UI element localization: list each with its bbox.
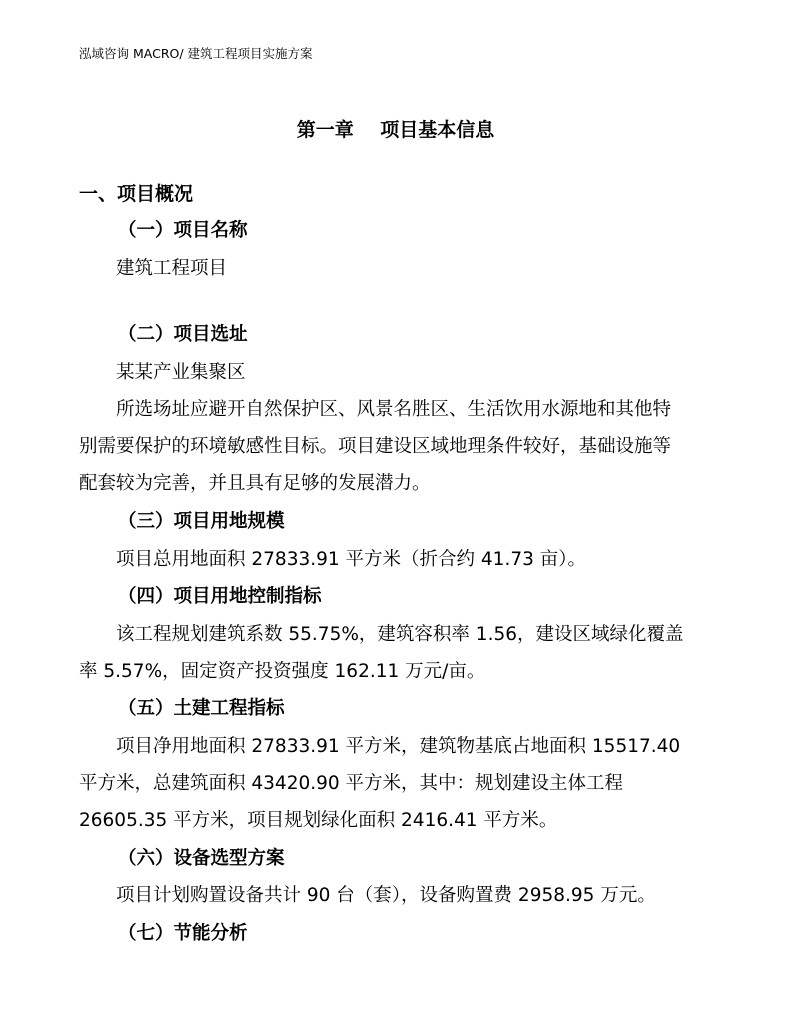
paragraph-line: 别需要保护的环境敏感性目标。项目建设区域地理条件较好，基础设施等 xyxy=(79,436,672,457)
heading-land-control: （四）项目用地控制指标 xyxy=(118,586,322,607)
paragraph-line: 26605.35 平方米，项目规划绿化面积 2416.41 平方米。 xyxy=(79,810,558,831)
heading-project-site: （二）项目选址 xyxy=(118,324,248,345)
paragraph-line: 该工程规划建筑系数 55.75%，建筑容积率 1.56，建设区域绿化覆盖 xyxy=(116,624,684,645)
heading-civil-engineering: （五）土建工程指标 xyxy=(118,698,285,719)
civil-engineering-paragraph xyxy=(79,728,719,839)
project-site-paragraph xyxy=(79,391,719,502)
heading-energy-analysis: （七）节能分析 xyxy=(118,923,248,944)
section-heading-overview: 一、项目概况 xyxy=(79,183,194,205)
paragraph-line: 配套较为完善，并且具有足够的发展潜力。 xyxy=(79,473,431,494)
paragraph-line: 项目总用地面积 27833.91 平方米（折合约 41.73 亩）。 xyxy=(116,549,587,570)
paragraph-line: 项目计划购置设备共计 90 台（套），设备购置费 2958.95 万元。 xyxy=(116,885,656,906)
heading-equipment: （六）设备选型方案 xyxy=(118,848,285,869)
chapter-title: 第一章 项目基本信息 xyxy=(296,119,495,141)
equipment-paragraph xyxy=(79,877,719,914)
page-header: 泓域咨询 MACRO/ 建筑工程项目实施方案 xyxy=(79,46,313,61)
project-name-value: 建筑工程项目 xyxy=(116,258,228,279)
paragraph-line: 所选场址应避开自然保护区、风景名胜区、生活饮用水源地和其他特 xyxy=(116,399,672,420)
paragraph-line: 项目净用地面积 27833.91 平方米，建筑物基底占地面积 15517.40 xyxy=(116,736,681,757)
paragraph-line: 平方米，总建筑面积 43420.90 平方米，其中：规划建设主体工程 xyxy=(79,773,624,794)
land-control-paragraph xyxy=(79,616,719,690)
heading-project-name: （一）项目名称 xyxy=(118,220,248,241)
paragraph-line: 率 5.57%，固定资产投资强度 162.11 万元/亩。 xyxy=(79,661,486,682)
heading-land-scale: （三）项目用地规模 xyxy=(118,511,285,532)
land-scale-paragraph xyxy=(79,541,719,578)
project-site-value: 某某产业集聚区 xyxy=(116,362,246,383)
